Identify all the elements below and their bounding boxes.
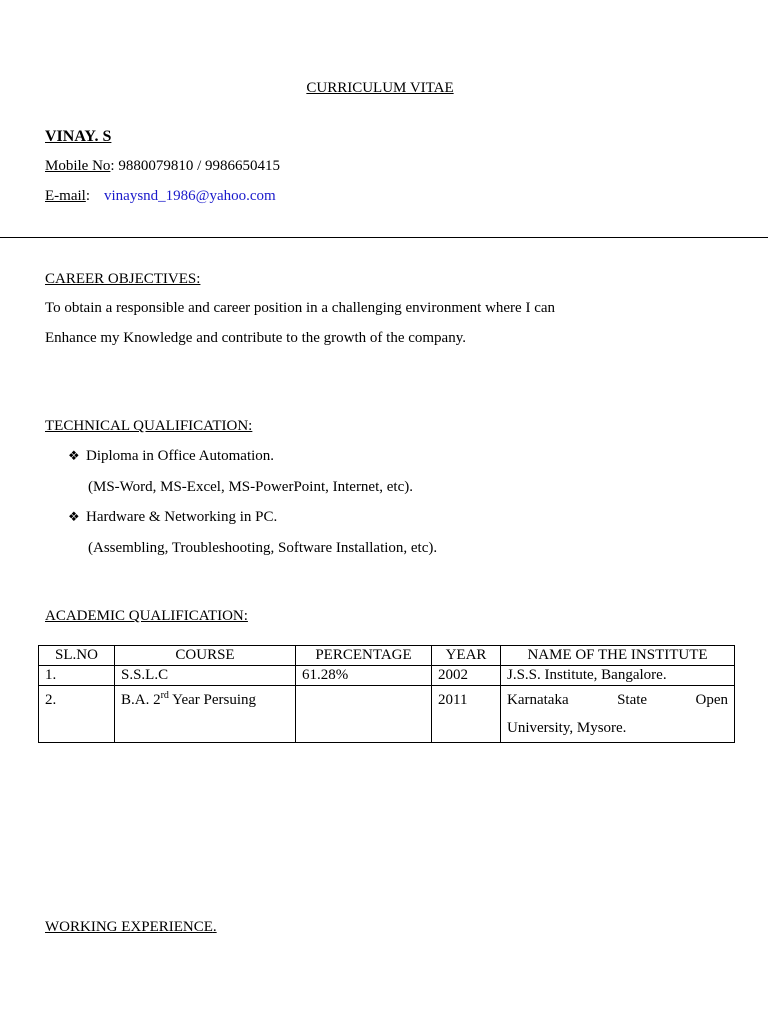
academic-qualification-heading: ACADEMIC QUALIFICATION: <box>45 608 248 624</box>
cell-course: S.S.L.C <box>115 666 296 686</box>
cell-institute: J.S.S. Institute, Bangalore. <box>501 666 735 686</box>
cell-percentage <box>296 686 432 743</box>
column-header-year: YEAR <box>432 646 501 666</box>
course-text: Year Persuing <box>168 692 257 708</box>
cell-course <box>115 686 296 743</box>
column-header-percentage: PERCENTAGE <box>296 646 432 666</box>
technical-item-detail: (Assembling, Troubleshooting, Software Installation, etc). <box>88 540 438 556</box>
academic-table <box>38 645 735 743</box>
technical-item <box>68 448 274 465</box>
cell-year: 2002 <box>432 666 501 686</box>
institute-line: University, Mysore. <box>507 720 627 736</box>
course-text: B.A. 2 <box>121 692 161 708</box>
working-experience-text: WORKING EXPERIENCE <box>45 919 213 935</box>
email-label: E-mail <box>45 188 86 204</box>
career-objective-line: To obtain a responsible and career position in a challenging environment where I can <box>45 300 556 316</box>
email-link[interactable]: vinaysnd_1986@yahoo.com <box>104 188 276 204</box>
email-line <box>45 188 276 205</box>
horizontal-rule <box>0 237 768 238</box>
technical-item <box>68 509 277 526</box>
cell-percentage: 61.28% <box>296 666 432 686</box>
technical-qualification-heading: TECHNICAL QUALIFICATION: <box>45 418 253 434</box>
technical-item-detail: (MS-Word, MS-Excel, MS-PowerPoint, Internet, etc). <box>88 479 413 495</box>
column-header-slno: SL.NO <box>39 646 115 666</box>
technical-item-title: Hardware & Networking in PC. <box>86 509 278 525</box>
diamond-bullet-icon: ❖ <box>68 448 80 463</box>
table-row <box>39 686 735 743</box>
candidate-name: VINAY. S <box>45 128 112 145</box>
column-header-institute: NAME OF THE INSTITUTE <box>501 646 735 666</box>
institute-word: State <box>617 692 648 708</box>
table-row <box>39 666 735 686</box>
email-separator: : <box>85 188 90 204</box>
cell-year: 2011 <box>432 686 501 743</box>
institute-line <box>507 686 728 714</box>
cell-slno: 2. <box>39 686 115 743</box>
career-objective-line: Enhance my Knowledge and contribute to the growth of the company. <box>45 330 466 346</box>
diamond-bullet-icon: ❖ <box>68 509 80 524</box>
career-objectives-heading: CAREER OBJECTIVES: <box>45 271 201 287</box>
working-experience-tail: . <box>212 919 217 935</box>
working-experience-heading <box>45 919 217 936</box>
mobile-value: : 9880079810 / 9986650415 <box>110 158 281 174</box>
technical-item-title: Diploma in Office Automation. <box>86 448 275 464</box>
institute-word: Open <box>695 692 728 708</box>
table-header-row <box>39 646 735 666</box>
cell-institute <box>501 686 735 743</box>
column-header-course: COURSE <box>115 646 296 666</box>
cell-slno: 1. <box>39 666 115 686</box>
document-title: CURRICULUM VITAE <box>306 80 454 96</box>
course-superscript: rd <box>160 690 169 701</box>
institute-word: Karnataka <box>507 692 569 708</box>
mobile-line <box>45 158 280 175</box>
mobile-label: Mobile No <box>45 158 111 174</box>
